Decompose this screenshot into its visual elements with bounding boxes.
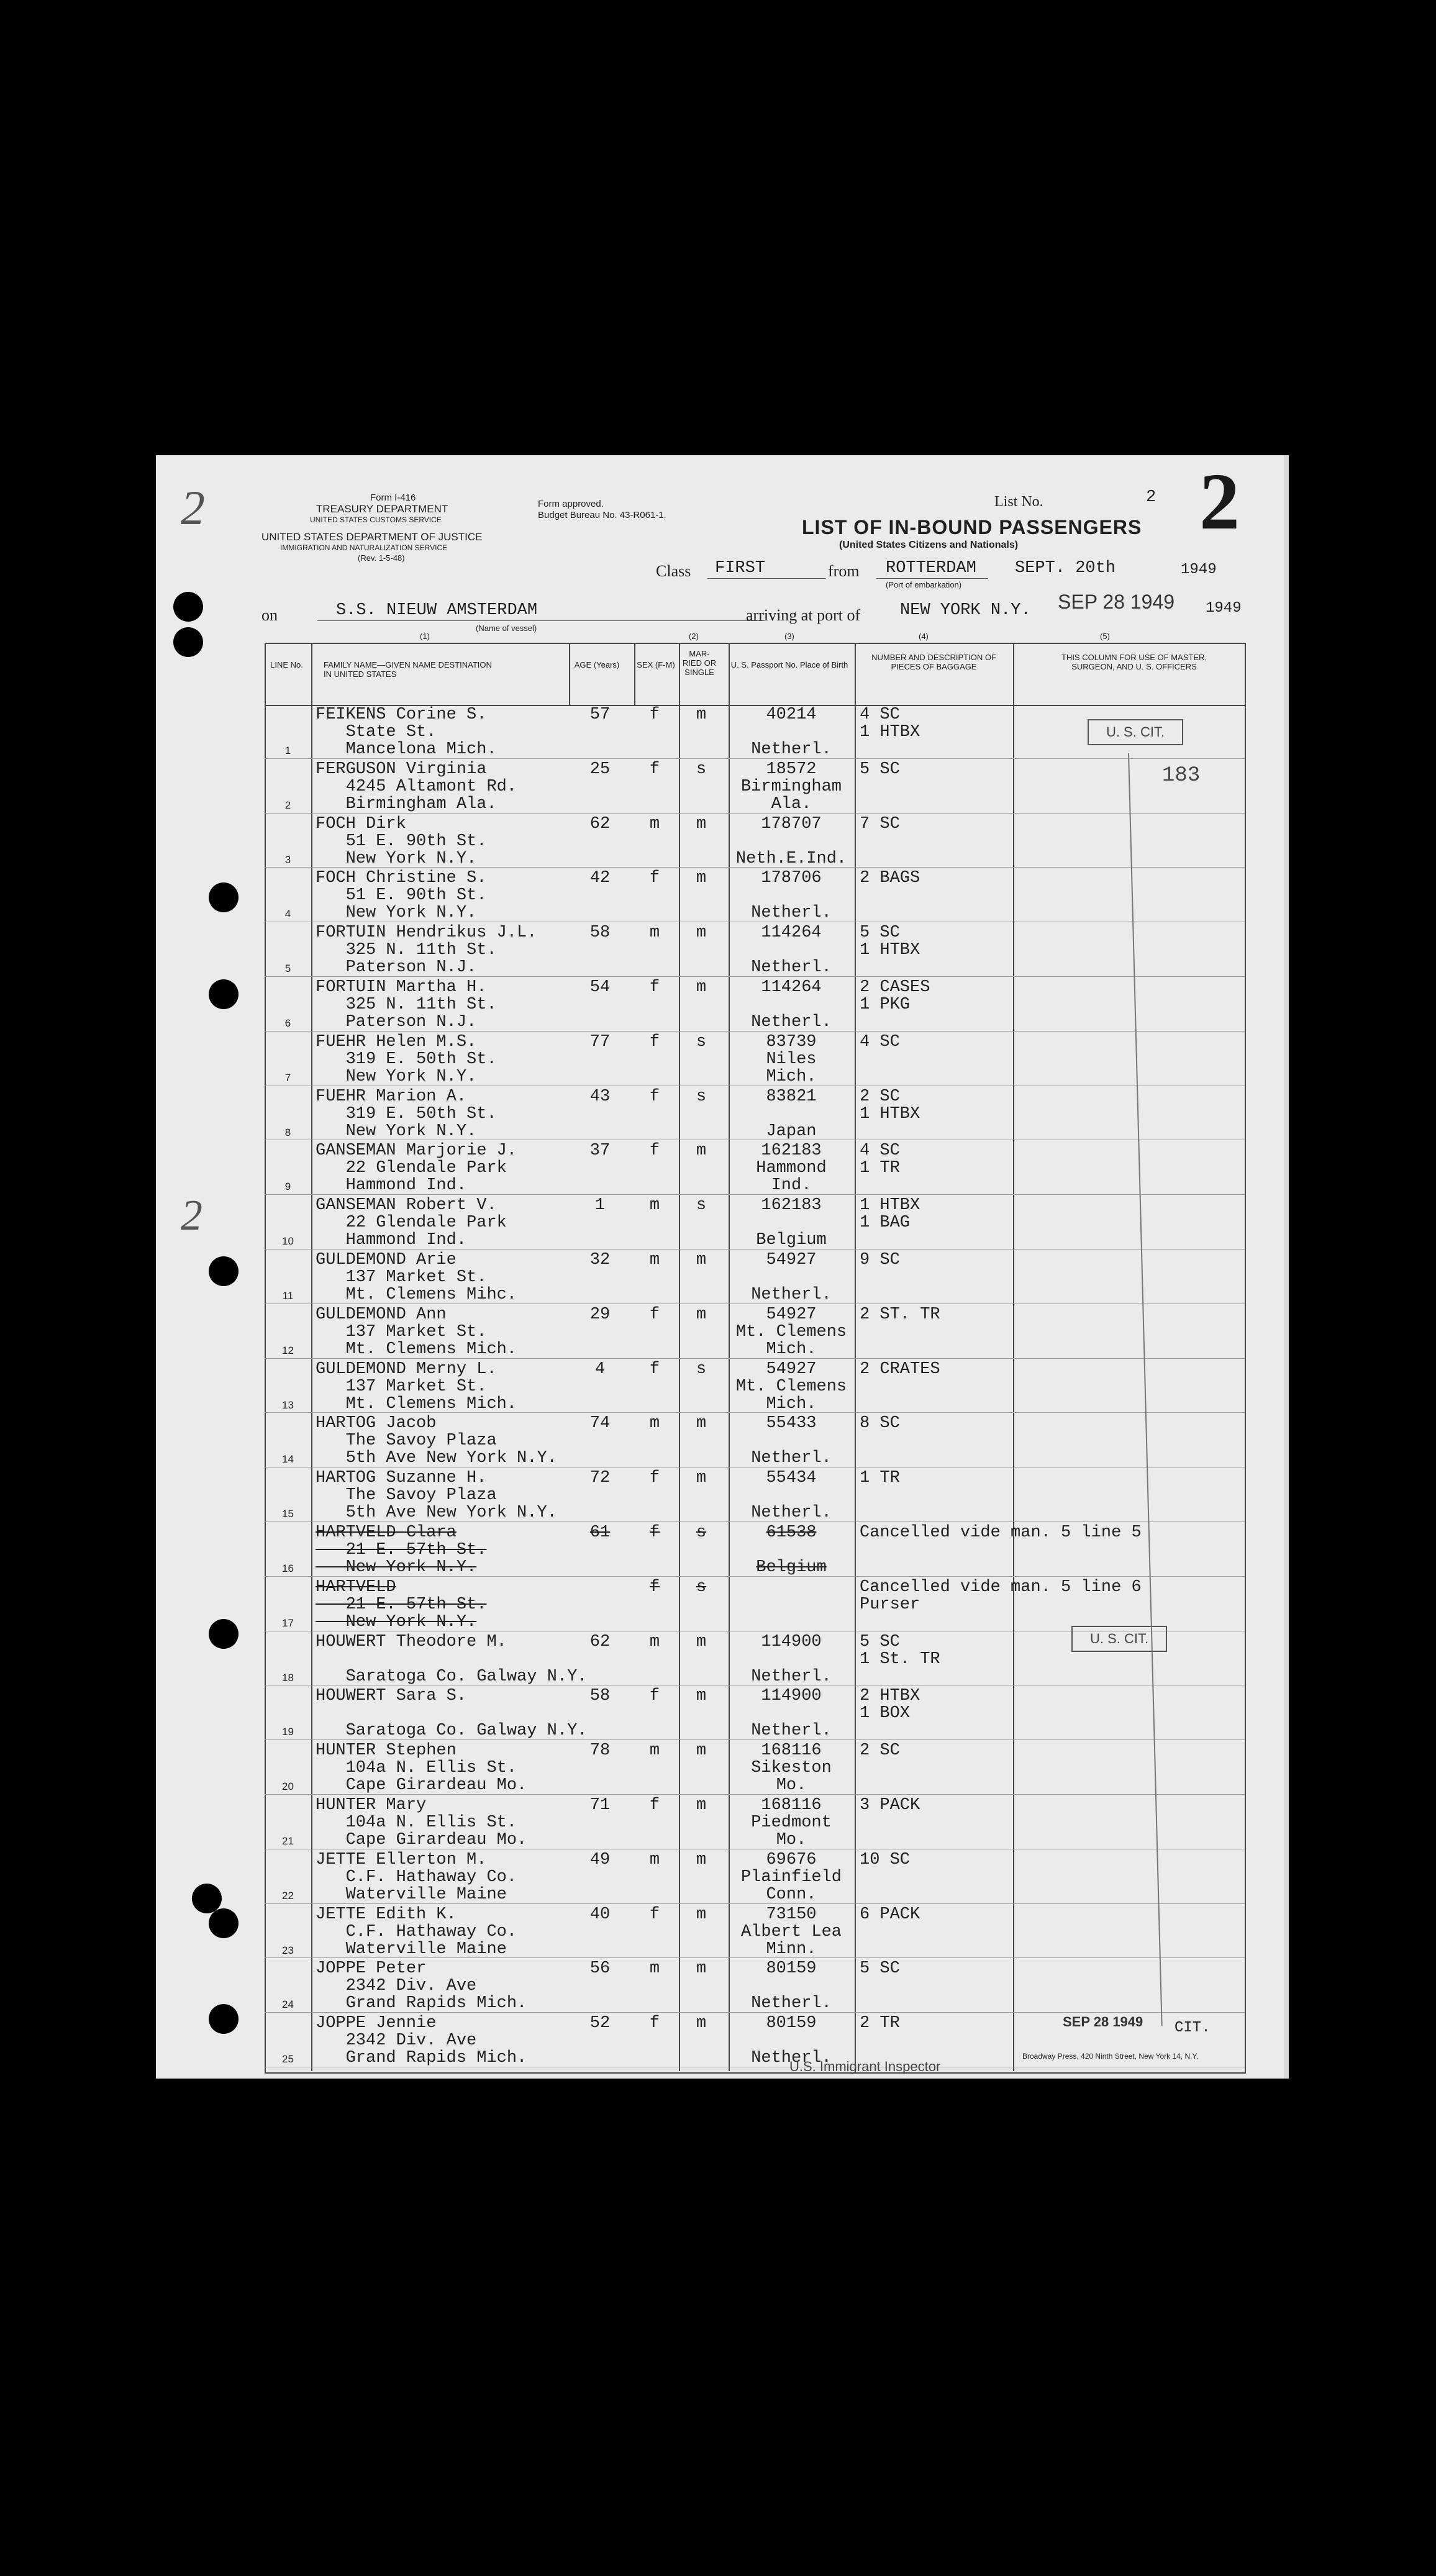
margin-number: 2	[181, 481, 205, 535]
table-row	[265, 976, 1245, 1032]
row-name: FOCH Dirk 51 E. 90th St. New York N.Y.	[316, 814, 487, 868]
row-passport: 114900 Netherl.	[751, 1632, 832, 1686]
row-marital: m	[696, 705, 707, 724]
row-sex: f	[649, 869, 660, 888]
list-no-label: List No.	[994, 494, 1043, 510]
row-sex: m	[649, 1741, 660, 1761]
us-cit-stamp-2: U. S. CIT.	[1071, 1626, 1167, 1652]
row-age: 37	[589, 1141, 611, 1161]
row-sex: f	[649, 1141, 660, 1161]
row-passport: 40214 Netherl.	[751, 705, 832, 759]
row-sex: m	[649, 1632, 660, 1651]
row-baggage: 2 HTBX 1 BOX	[860, 1687, 920, 1723]
row-age: 4	[594, 1359, 606, 1379]
row-baggage: 2 ST. TR	[860, 1305, 940, 1324]
table-row	[265, 1086, 1245, 1141]
treasury-dept: TREASURY DEPARTMENT	[316, 503, 448, 515]
row-baggage: Cancelled vide man. 5 line 6 Purser	[860, 1577, 1142, 1614]
row-passport: 80159 Netherl.	[751, 1959, 832, 2013]
form-number: Form I-416	[370, 492, 416, 503]
col-rule	[569, 643, 570, 705]
form-approved: Form approved.	[538, 499, 604, 509]
row-name: FERGUSON Virginia 4245 Altamont Rd. Birmingham Ala.	[316, 760, 517, 814]
col-header-officers: THIS COLUMN FOR USE OF MASTER, SURGEON, AND U. S. OFFICERS	[1061, 653, 1207, 671]
row-marital: m	[696, 1305, 707, 1324]
row-marital: m	[696, 1141, 707, 1161]
vessel-name: S.S. NIEUW AMSTERDAM	[336, 601, 538, 620]
row-sex: f	[649, 1796, 660, 1815]
row-sex: f	[649, 1359, 660, 1379]
row-name: FEIKENS Corine S. State St. Mancelona Mich.	[316, 705, 497, 759]
punch-hole	[209, 1256, 239, 1286]
row-baggage: 1 TR	[860, 1469, 900, 1488]
row-baggage: 1 HTBX 1 BAG	[860, 1196, 920, 1233]
row-name: FORTUIN Martha H. 325 N. 11th St. Paterson N.J.	[316, 978, 497, 1032]
row-line-number: 9	[284, 1181, 291, 1193]
big-list-number: 2	[1199, 457, 1240, 546]
row-passport: 55434 Netherl.	[751, 1469, 832, 1523]
row-baggage: 10 SC	[860, 1850, 911, 1869]
row-passport: 54927 Mt. Clemens Mich.	[735, 1359, 847, 1413]
row-line-number: 8	[284, 1126, 291, 1138]
row-age: 25	[589, 760, 611, 779]
punch-hole	[209, 2004, 239, 2034]
row-line-number: 25	[282, 2053, 294, 2066]
table-row	[265, 1140, 1245, 1195]
row-marital: s	[696, 1196, 707, 1215]
table-row	[265, 1522, 1245, 1577]
row-name: JETTE Edith K. C.F. Hathaway Co. Waterville Maine	[316, 1905, 517, 1959]
row-baggage: 2 SC	[860, 1741, 900, 1761]
row-sex: m	[649, 1414, 660, 1433]
row-passport: 69676 Plainfield Conn.	[740, 1850, 842, 1904]
row-line-number: 14	[282, 1453, 294, 1466]
row-marital: m	[696, 1632, 707, 1651]
col-num-1: (1)	[420, 632, 430, 641]
table-row	[265, 922, 1245, 977]
punch-hole	[173, 627, 203, 657]
row-baggage: 4 SC 1 HTBX	[860, 705, 920, 742]
row-baggage: 3 PACK	[860, 1796, 920, 1815]
row-marital: m	[696, 1905, 707, 1924]
arriving-label: arriving at port of	[746, 606, 861, 624]
row-line-number: 22	[282, 1889, 294, 1902]
row-passport: 18572 Birmingham Ala.	[740, 760, 842, 814]
inspector-signature-label: U.S. Immigrant Inspector	[789, 2059, 941, 2074]
row-name: HARTOG Suzanne H. The Savoy Plaza 5th Ave New York N.Y.	[316, 1469, 557, 1523]
row-line-number: 20	[282, 1780, 294, 1793]
printer-credit: Broadway Press, 420 Ninth Street, New York 14, N.Y.	[1022, 2052, 1199, 2061]
row-age: 62	[589, 814, 611, 833]
table-row	[265, 1849, 1245, 1904]
row-name: FUEHR Marion A. 319 E. 50th St. New York N.Y.	[316, 1087, 497, 1141]
col-header-line: LINE No.	[270, 660, 303, 669]
row-passport: 114264 Netherl.	[751, 923, 832, 977]
row-marital: m	[696, 814, 707, 833]
row-sex: f	[649, 1905, 660, 1924]
row-age: 78	[589, 1741, 611, 1761]
row-line-number: 24	[282, 1998, 294, 2011]
row-passport: 54927 Netherl.	[751, 1251, 832, 1304]
row-line-number: 7	[284, 1071, 291, 1084]
row-name: FOCH Christine S. 51 E. 90th St. New York N.Y.	[316, 869, 487, 923]
row-marital: m	[696, 978, 707, 997]
from-label: from	[828, 562, 860, 580]
row-passport: 114900 Netherl.	[751, 1687, 832, 1741]
col-header-age: AGE (Years)	[574, 660, 620, 669]
row-age: 72	[589, 1469, 611, 1488]
row-age: 58	[589, 923, 611, 943]
row-marital: s	[696, 1087, 707, 1106]
row-sex: f	[649, 1523, 660, 1542]
row-name: HUNTER Mary 104a N. Ellis St. Cape Girardeau Mo.	[316, 1796, 527, 1849]
row-age: 58	[589, 1687, 611, 1706]
row-age: 56	[589, 1959, 611, 1979]
row-name: JOPPE Jennie 2342 Div. Ave Grand Rapids Mich.	[316, 2014, 527, 2068]
row-age: 52	[589, 2014, 611, 2033]
row-line-number: 21	[282, 1835, 294, 1847]
row-passport: 54927 Mt. Clemens Mich.	[735, 1305, 847, 1359]
table-row	[265, 1194, 1245, 1249]
row-marital: m	[696, 1959, 707, 1979]
row-age: 29	[589, 1305, 611, 1324]
row-baggage: 2 BAGS	[860, 869, 920, 888]
justice-dept: UNITED STATES DEPARTMENT OF JUSTICE	[261, 531, 483, 543]
row-name: JETTE Ellerton M. C.F. Hathaway Co. Waterville Maine	[316, 1850, 517, 1904]
from-underline	[876, 578, 988, 579]
document-subtitle: (United States Citizens and Nationals)	[839, 540, 1019, 550]
row-age: 57	[589, 705, 611, 724]
row-age: 40	[589, 1905, 611, 1924]
row-baggage: 2 CRATES	[860, 1359, 940, 1379]
row-sex: f	[649, 1687, 660, 1706]
row-baggage: 4 SC 1 TR	[860, 1141, 900, 1178]
punch-hole	[192, 1884, 222, 1913]
row-marital: s	[696, 1577, 707, 1597]
col-header-passport: U. S. Passport No. Place of Birth	[730, 660, 848, 669]
on-label: on	[261, 606, 278, 624]
row-passport: 55433 Netherl.	[751, 1414, 832, 1468]
row-baggage: 5 SC	[860, 760, 900, 779]
row-line-number: 17	[282, 1617, 294, 1629]
row-baggage: 4 SC	[860, 1032, 900, 1051]
row-passport: 83821 Japan	[766, 1087, 817, 1141]
col-header-baggage: NUMBER AND DESCRIPTION OF PIECES OF BAGGAGE	[871, 653, 996, 671]
row-line-number: 3	[284, 853, 291, 866]
row-marital: s	[696, 1523, 707, 1542]
row-age: 43	[589, 1087, 611, 1106]
row-line-number: 6	[284, 1017, 291, 1029]
row-marital: m	[696, 1796, 707, 1815]
row-line-number: 18	[282, 1671, 294, 1684]
row-age: 61	[589, 1523, 611, 1542]
table-row	[265, 1304, 1245, 1359]
arrival-year: 1949	[1206, 600, 1242, 617]
row-baggage: 2 CASES 1 PKG	[860, 978, 930, 1014]
row-line-number: 5	[284, 963, 291, 975]
table-row	[265, 1576, 1245, 1631]
punch-hole	[209, 1619, 239, 1649]
row-passport: 80159 Netherl.	[751, 2014, 832, 2068]
row-name: FUEHR Helen M.S. 319 E. 50th St. New York N.Y.	[316, 1032, 497, 1086]
row-age: 54	[589, 978, 611, 997]
port-arrival: NEW YORK N.Y.	[900, 601, 1031, 620]
row-age: 49	[589, 1850, 611, 1869]
row-sex: f	[649, 1305, 660, 1324]
row-baggage: 8 SC	[860, 1414, 900, 1433]
table-row	[265, 1794, 1245, 1849]
row-sex: m	[649, 1196, 660, 1215]
table-row	[265, 1957, 1245, 2013]
row-marital: s	[696, 760, 707, 779]
row-name: HOUWERT Theodore M. Saratoga Co. Galway N.Y.	[316, 1632, 588, 1686]
row-name: HOUWERT Sara S. Saratoga Co. Galway N.Y.	[316, 1687, 588, 1741]
class-value: FIRST	[715, 559, 766, 578]
punch-hole	[209, 979, 239, 1009]
row-name: GANSEMAN Marjorie J. 22 Glendale Park Hammond Ind.	[316, 1141, 517, 1195]
row-line-number: 15	[282, 1508, 294, 1520]
table-row	[265, 1412, 1245, 1467]
row-sex: f	[649, 1577, 660, 1597]
year-value: 1949	[1181, 561, 1217, 578]
table-row	[265, 758, 1245, 814]
col-num-2: (2)	[689, 632, 699, 641]
row-sex: f	[649, 1087, 660, 1106]
row-passport: 73150 Albert Lea Minn.	[740, 1905, 842, 1959]
vessel-note: (Name of vessel)	[476, 624, 537, 633]
row-age: 42	[589, 869, 611, 888]
punch-hole	[173, 592, 203, 622]
row-marital: s	[696, 1359, 707, 1379]
row-name: FORTUIN Hendrikus J.L. 325 N. 11th St. Paterson N.J.	[316, 923, 537, 977]
row-baggage: 6 PACK	[860, 1905, 920, 1924]
row-passport: 168116 Sikeston Mo.	[751, 1741, 832, 1795]
row-name: GANSEMAN Robert V. 22 Glendale Park Hammond Ind.	[316, 1196, 507, 1250]
row-passport: 61538 Belgium	[756, 1523, 827, 1577]
customs-service: UNITED STATES CUSTOMS SERVICE	[310, 515, 442, 524]
row-marital: m	[696, 1251, 707, 1269]
row-marital: m	[696, 1414, 707, 1433]
margin-number-2: 2	[181, 1192, 202, 1240]
row-sex: f	[649, 760, 660, 779]
row-name: GULDEMOND Ann 137 Market St. Mt. Clemens Mich.	[316, 1305, 517, 1359]
table-row	[265, 1685, 1245, 1740]
ins-service: IMMIGRATION AND NATURALIZATION SERVICE	[280, 543, 448, 552]
row-sex: f	[649, 2014, 660, 2033]
row-marital: m	[696, 2014, 707, 2033]
row-line-number: 12	[282, 1344, 294, 1356]
row-age: 71	[589, 1796, 611, 1815]
row-marital: m	[696, 1687, 707, 1706]
document-title: LIST OF IN-BOUND PASSENGERS	[802, 516, 1142, 538]
row-marital: s	[696, 1032, 707, 1051]
row-passport: 162183 Belgium	[756, 1196, 827, 1250]
row-marital: m	[696, 869, 707, 888]
row-age: 1	[594, 1196, 606, 1215]
class-label: Class	[656, 562, 691, 580]
row-age: 32	[589, 1251, 611, 1269]
row-age: 74	[589, 1414, 611, 1433]
row-sex: m	[649, 814, 660, 833]
row-sex: m	[649, 1959, 660, 1979]
row-passport: 168116 Piedmont Mo.	[751, 1796, 832, 1849]
row-sex: f	[649, 1469, 660, 1488]
form-revision: (Rev. 1-5-48)	[358, 553, 405, 563]
table-row	[265, 813, 1245, 868]
row-sex: m	[649, 1850, 660, 1869]
row-line-number: 1	[284, 745, 291, 756]
bottom-cit-stamp: CIT.	[1175, 2020, 1211, 2036]
budget-bureau: Budget Bureau No. 43-R061-1.	[538, 510, 666, 520]
row-marital: m	[696, 1469, 707, 1488]
row-name: HARTOG Jacob The Savoy Plaza 5th Ave New York N.Y.	[316, 1414, 557, 1468]
table-row	[265, 1903, 1245, 1959]
col-rule	[634, 643, 635, 705]
row-passport: 178707 Neth.E.Ind.	[735, 814, 847, 868]
row-line-number: 11	[282, 1290, 294, 1302]
row-line-number: 2	[284, 799, 291, 811]
class-underline	[707, 578, 825, 579]
row-line-number: 13	[282, 1399, 294, 1411]
bottom-date-stamp: SEP 28 1949	[1063, 2014, 1143, 2030]
col-header-name: FAMILY NAME—GIVEN NAME DESTINATION IN UNITED STATES	[324, 660, 492, 679]
row-passport: 114264 Netherl.	[751, 978, 832, 1032]
list-no-value: 2	[1146, 488, 1157, 507]
row-passport: 178706 Netherl.	[751, 869, 832, 923]
arrival-date-stamp: SEP 28 1949	[1058, 591, 1175, 613]
row-marital: m	[696, 1850, 707, 1869]
row-line-number: 16	[282, 1562, 294, 1574]
row-marital: m	[696, 923, 707, 943]
manifest-sheet	[156, 455, 1289, 2079]
port-embarkation-note: (Port of embarkation)	[886, 580, 962, 589]
row-age: 77	[589, 1032, 611, 1051]
row-name: HARTVELD Clara 21 E. 57th St. New York N.Y.	[316, 1523, 487, 1577]
us-cit-stamp: U. S. CIT.	[1088, 719, 1183, 745]
row-baggage: 2 SC 1 HTBX	[860, 1087, 920, 1123]
row-sex: m	[649, 923, 660, 943]
row-baggage: 5 SC 1 HTBX	[860, 923, 920, 960]
vessel-underline	[317, 620, 765, 621]
punch-hole	[209, 1908, 239, 1938]
row-name: HARTVELD 21 E. 57th St. New York N.Y.	[316, 1577, 487, 1631]
row-sex: f	[649, 978, 660, 997]
row-age: 62	[589, 1632, 611, 1651]
from-value: ROTTERDAM	[886, 559, 976, 578]
row-marital: m	[696, 1741, 707, 1761]
row-line-number: 23	[282, 1944, 294, 1956]
row-baggage: 5 SC 1 St. TR	[860, 1632, 940, 1669]
table-row	[265, 1249, 1245, 1304]
row-baggage: Cancelled vide man. 5 line 5	[860, 1523, 1142, 1542]
table-row	[265, 1467, 1245, 1522]
row-name: GULDEMOND Arie 137 Market St. Mt. Clemens Mihc.	[316, 1251, 517, 1304]
row-name: HUNTER Stephen 104a N. Ellis St. Cape Girardeau Mo.	[316, 1741, 527, 1795]
date-value: SEPT. 20th	[1015, 559, 1116, 578]
row-sex: f	[649, 1032, 660, 1051]
col-header-sex: SEX (F-M)	[637, 660, 675, 669]
table-row	[265, 1358, 1245, 1413]
row-baggage: 7 SC	[860, 814, 900, 833]
row-baggage: 9 SC	[860, 1251, 900, 1269]
table-row	[265, 867, 1245, 922]
punch-hole	[209, 882, 239, 912]
table-row	[265, 1031, 1245, 1086]
row-name: JOPPE Peter 2342 Div. Ave Grand Rapids Mich.	[316, 1959, 527, 2013]
table-row	[265, 1739, 1245, 1795]
col-num-5: (5)	[1100, 632, 1110, 641]
col-num-3: (3)	[784, 632, 794, 641]
row-name: GULDEMOND Merny L. 137 Market St. Mt. Clemens Mich.	[316, 1359, 517, 1413]
col-num-4: (4)	[919, 632, 929, 641]
row-line-number: 10	[282, 1235, 294, 1248]
col-header-married: MAR-RIED OR SINGLE	[682, 649, 717, 677]
row-sex: f	[649, 705, 660, 724]
annotation-183: 183	[1162, 764, 1201, 787]
row-line-number: 4	[284, 908, 291, 920]
row-passport: 162183 Hammond Ind.	[756, 1141, 827, 1195]
row-line-number: 19	[282, 1726, 294, 1738]
row-baggage: 5 SC	[860, 1959, 900, 1979]
row-sex: m	[649, 1251, 660, 1269]
row-passport: 83739 Niles Mich.	[766, 1032, 817, 1086]
row-baggage: 2 TR	[860, 2014, 900, 2033]
